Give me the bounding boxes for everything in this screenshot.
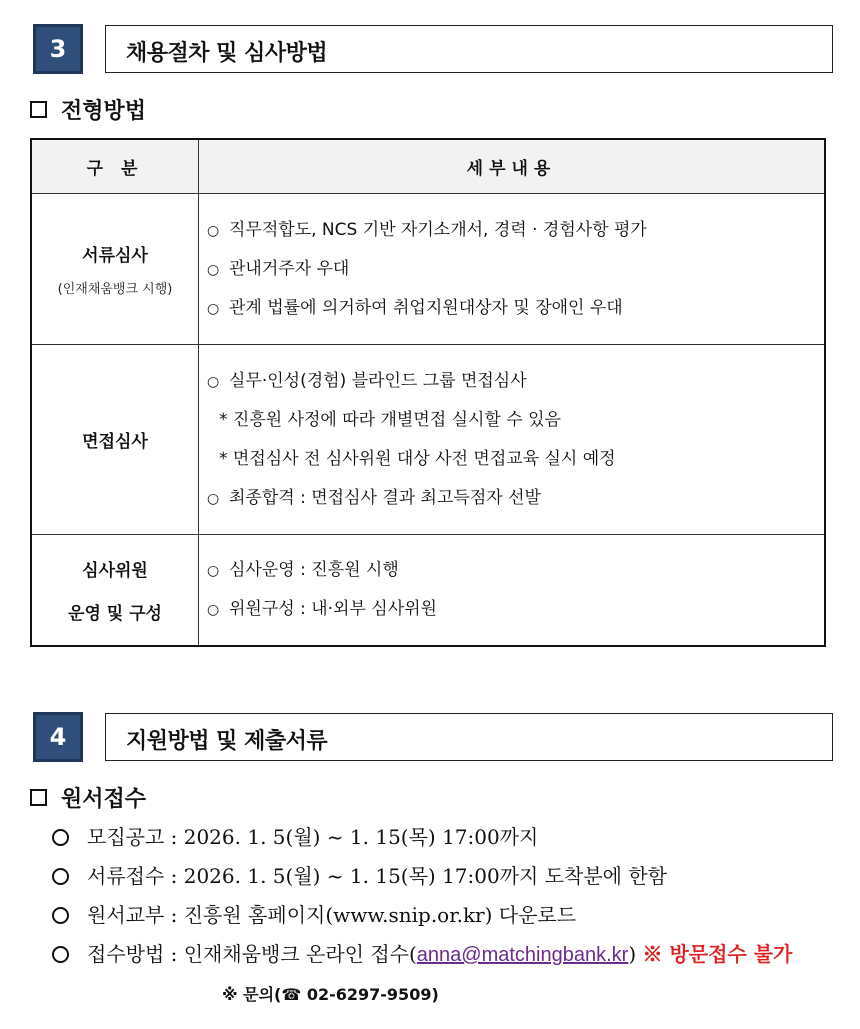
bullet-icon: ○ bbox=[207, 300, 220, 317]
category-label: 서류심사 bbox=[82, 246, 148, 266]
subheading-label: 원서접수 bbox=[61, 786, 147, 812]
detail-cell bbox=[199, 535, 826, 646]
subheading-label: 전형방법 bbox=[61, 98, 147, 124]
list-item: 서류접수 : 2026. 1. 5(월) ~ 1. 15(목) 17:00까지 도착분에 한함 bbox=[52, 857, 792, 896]
category-label: 심사위원 bbox=[82, 560, 148, 581]
circle-bullet-icon bbox=[52, 946, 69, 963]
section-number-badge: 4 bbox=[33, 712, 83, 762]
detail-line: ○ 심사운영 : 진흥원 시행 bbox=[207, 551, 824, 590]
detail-line: ○ 관내거주자 우대 bbox=[207, 250, 824, 289]
list-item: 모집공고 : 2026. 1. 5(월) ~ 1. 15(목) 17:00까지 bbox=[52, 818, 792, 857]
section-title-box bbox=[105, 25, 833, 73]
section-4-header bbox=[33, 712, 833, 762]
circle-bullet-icon bbox=[52, 829, 69, 846]
detail-line: ○ 관계 법률에 의거하여 취업지원대상자 및 장애인 우대 bbox=[207, 289, 824, 328]
screening-table bbox=[30, 138, 826, 647]
category-sublabel: (인재채움뱅크 시행) bbox=[57, 282, 173, 297]
detail-cell bbox=[199, 194, 826, 345]
list-item: 원서교부 : 진흥원 홈페이지(www.snip.or.kr) 다운로드 bbox=[52, 896, 792, 935]
table-row bbox=[31, 194, 825, 345]
category-cell bbox=[31, 535, 199, 646]
category-label-line2: 운영 및 구성 bbox=[68, 603, 162, 624]
detail-line: ○ 실무·인성(경험) 블라인드 그룹 면접심사 bbox=[207, 362, 824, 401]
subheading-application bbox=[30, 782, 146, 813]
detail-line: ○ 최종합격 : 면접심사 결과 최고득점자 선발 bbox=[207, 479, 824, 518]
contact-info: ※ 문의(☎ 02-6297-9509) bbox=[222, 985, 439, 1004]
detail-note: * 진흥원 사정에 따라 개별면접 실시할 수 있음 bbox=[219, 409, 561, 430]
section-3-header bbox=[33, 24, 833, 74]
bullet-icon: ○ bbox=[207, 222, 220, 239]
detail-note: * 면접심사 전 심사위원 대상 사전 면접교육 실시 예정 bbox=[219, 448, 616, 469]
bullet-icon: ○ bbox=[207, 562, 220, 579]
detail-cell bbox=[199, 345, 826, 535]
category-label: 면접심사 bbox=[82, 432, 148, 452]
bullet-icon: ○ bbox=[207, 601, 220, 618]
circle-bullet-icon bbox=[52, 907, 69, 924]
bullet-icon: ○ bbox=[207, 261, 220, 278]
email-link[interactable]: anna@matchingbank.kr bbox=[416, 944, 629, 966]
table-header-row bbox=[31, 139, 825, 194]
section-title-box bbox=[105, 713, 833, 761]
detail-line: ○ 직무적합도, NCS 기반 자기소개서, 경력 · 경험사항 평가 bbox=[207, 211, 824, 250]
table-row bbox=[31, 535, 825, 646]
bullet-icon: ○ bbox=[207, 490, 220, 507]
list-item: 접수방법 : 인재채움뱅크 온라인 접수(anna@matchingbank.kr) ※ 방문접수 불가 bbox=[52, 935, 792, 974]
checkbox-square-icon bbox=[30, 101, 47, 118]
section-number-badge: 3 bbox=[33, 24, 83, 74]
category-cell bbox=[31, 194, 199, 345]
section-title: 지원방법 및 제출서류 bbox=[126, 729, 328, 754]
table-row bbox=[31, 345, 825, 535]
checkbox-square-icon bbox=[30, 789, 47, 806]
bullet-icon: ○ bbox=[207, 373, 220, 390]
subheading-screening bbox=[30, 94, 146, 125]
category-cell bbox=[31, 345, 199, 535]
detail-line: ○ 위원구성 : 내·외부 심사위원 bbox=[207, 590, 824, 629]
header-category: 구 분 bbox=[31, 139, 199, 194]
application-list bbox=[52, 818, 792, 974]
warning-text: ※ 방문접수 불가 bbox=[642, 942, 793, 966]
section-title: 채용절차 및 심사방법 bbox=[126, 41, 328, 66]
circle-bullet-icon bbox=[52, 868, 69, 885]
header-detail: 세부내용 bbox=[199, 139, 826, 194]
